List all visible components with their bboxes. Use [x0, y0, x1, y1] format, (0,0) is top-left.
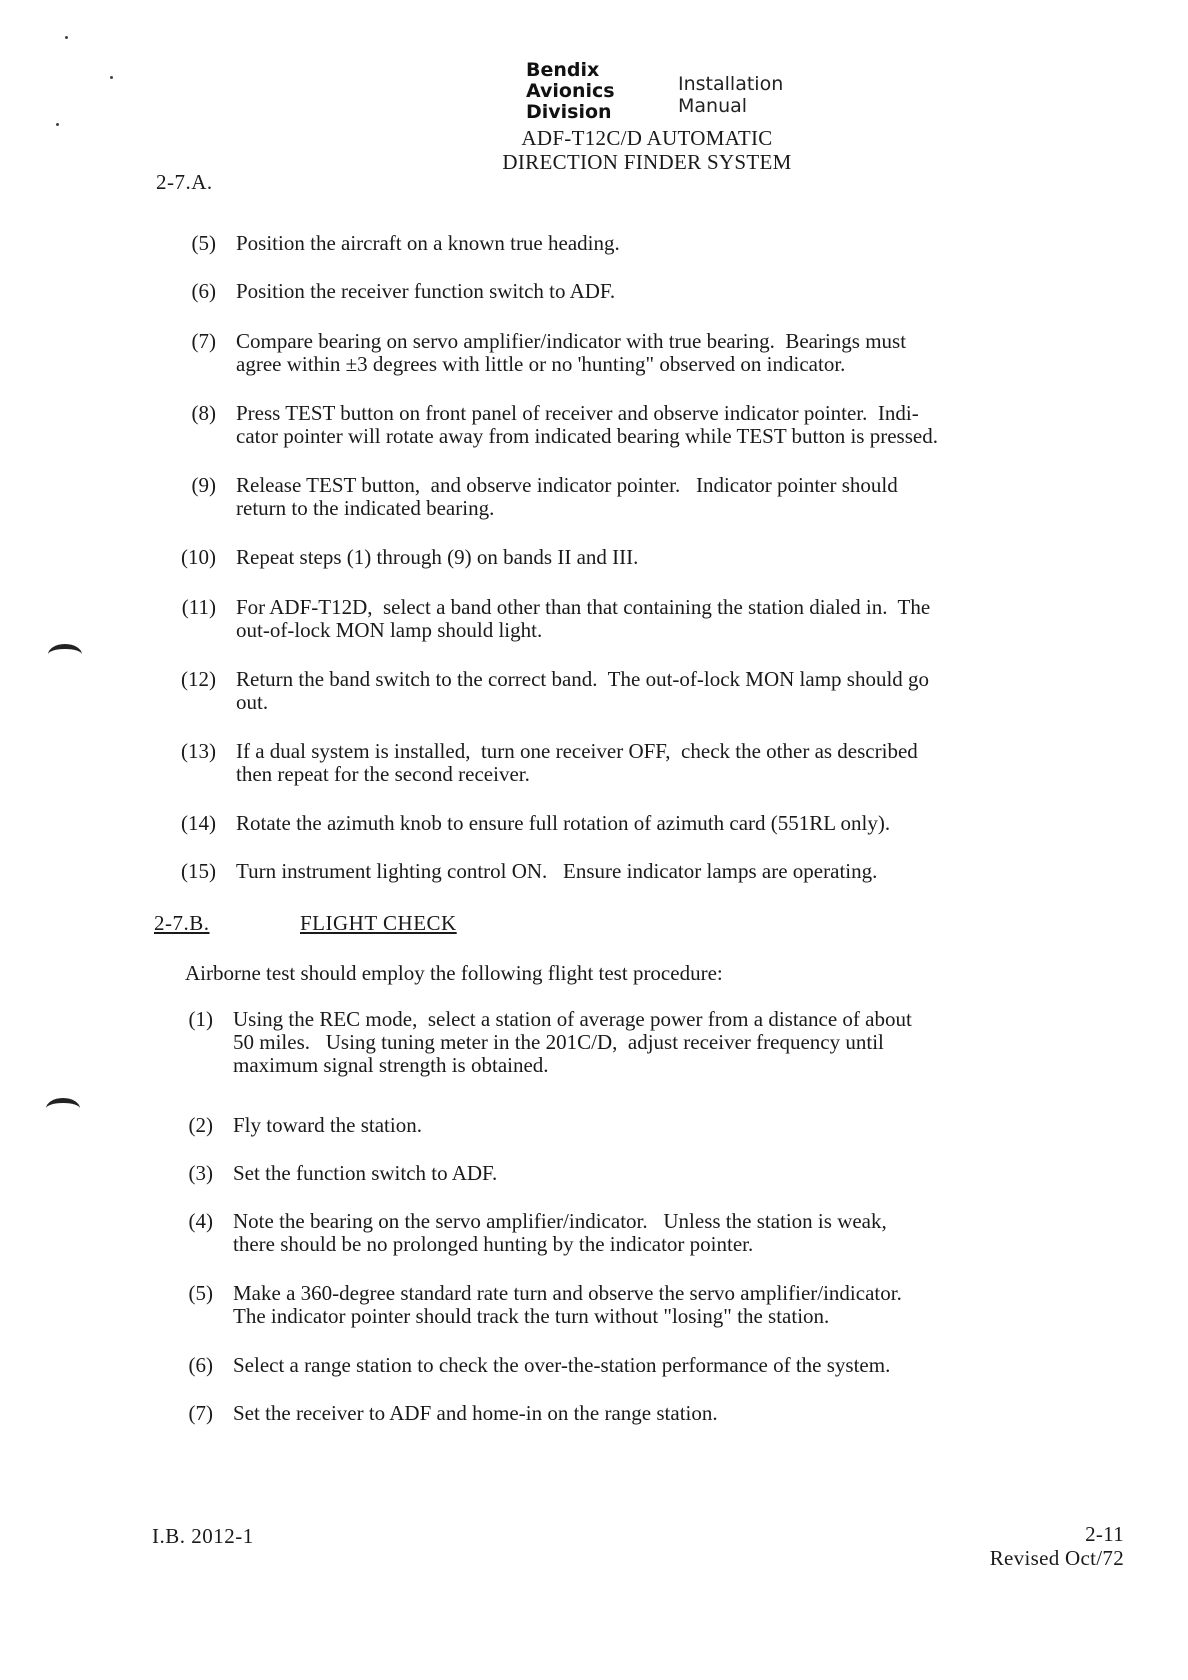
company-logo [526, 60, 615, 123]
binder-hole-mark [46, 1098, 80, 1119]
revision-date: Revised Oct/72 [989, 1546, 1124, 1570]
step-text-line: out. [236, 690, 269, 714]
step-text [236, 402, 1150, 448]
step-text [233, 1008, 1150, 1077]
step-text [236, 812, 1150, 835]
doc-kind-line-1: Installation [678, 73, 784, 95]
step-text-line: Position the receiver function switch to ADF. [236, 279, 616, 303]
step-text [236, 232, 1150, 255]
step-text-line: maximum signal strength is obtained. [233, 1053, 549, 1077]
document-number: I.B. 2012-1 [152, 1524, 254, 1548]
step-text [236, 280, 1150, 303]
scan-speck [65, 36, 68, 39]
step-number: (5) [188, 1281, 213, 1305]
step-text-line: Set the receiver to ADF and home-in on the range station. [233, 1401, 718, 1425]
section-intro: Airborne test should employ the following flight test procedure: [185, 961, 723, 985]
step-text-line: Repeat steps (1) through (9) on bands II and III. [236, 545, 639, 569]
step-text-line: Fly toward the station. [233, 1113, 422, 1137]
step-text-line: Rotate the azimuth knob to ensure full rotation of azimuth card (551RL only). [236, 811, 891, 835]
scan-speck [56, 123, 59, 126]
section-ref-a: 2-7.A. [156, 170, 213, 194]
doc-kind-line-2: Manual [678, 95, 748, 117]
step-text [236, 668, 1150, 714]
step-number: (4) [188, 1209, 213, 1233]
step-number: (7) [191, 329, 216, 353]
step-number: (6) [191, 279, 216, 303]
step-text-line: Release TEST button, and observe indicator pointer. Indicator pointer should [236, 473, 898, 497]
step-number: (5) [191, 231, 216, 255]
binder-hole-mark [48, 644, 82, 665]
step-text-line: Note the bearing on the servo amplifier/indicator. Unless the station is weak, [233, 1209, 887, 1233]
step-text [233, 1114, 1150, 1137]
step-text [236, 860, 1150, 883]
step-number: (2) [188, 1113, 213, 1137]
step-number: (8) [191, 401, 216, 425]
step-text-line: agree within ±3 degrees with little or no 'hunting" observed on indicator. [236, 352, 846, 376]
document-type [678, 73, 783, 117]
document-title [460, 126, 834, 174]
step-text-line: Return the band switch to the correct band. The out-of-lock MON lamp should go [236, 667, 930, 691]
section-ref-b: 2-7.B. [154, 911, 210, 935]
step-text [233, 1162, 1150, 1185]
step-text [236, 546, 1150, 569]
title-line-1: ADF-T12C/D AUTOMATIC [521, 126, 773, 150]
step-number: (1) [188, 1007, 213, 1031]
step-text-line: Set the function switch to ADF. [233, 1161, 498, 1185]
step-text-line: Turn instrument lighting control ON. Ensure indicator lamps are operating. [236, 859, 878, 883]
step-text-line: Compare bearing on servo amplifier/indicator with true bearing. Bearings must [236, 329, 907, 353]
step-text-line: there should be no prolonged hunting by the indicator pointer. [233, 1232, 754, 1256]
step-text-line: Using the REC mode, select a station of average power from a distance of about [233, 1007, 912, 1031]
scan-speck [110, 76, 113, 79]
step-text-line: Press TEST button on front panel of receiver and observe indicator pointer. Indi- [236, 401, 919, 425]
step-number: (10) [181, 545, 216, 569]
section-title-b: FLIGHT CHECK [300, 911, 457, 935]
step-number: (7) [188, 1401, 213, 1425]
step-text-line: return to the indicated bearing. [236, 496, 495, 520]
step-text [236, 330, 1150, 376]
step-text-line: out-of-lock MON lamp should light. [236, 618, 543, 642]
step-number: (12) [181, 667, 216, 691]
step-number: (6) [188, 1353, 213, 1377]
step-number: (3) [188, 1161, 213, 1185]
step-text [236, 474, 1150, 520]
step-text [236, 740, 1150, 786]
step-text [236, 596, 1150, 642]
step-text-line: then repeat for the second receiver. [236, 762, 530, 786]
step-text-line: For ADF-T12D, select a band other than that containing the station dialed in. The [236, 595, 931, 619]
step-number: (15) [181, 859, 216, 883]
page-number: 2-11 [1085, 1522, 1124, 1546]
step-number: (13) [181, 739, 216, 763]
page-footer-right [990, 1522, 1124, 1570]
step-text [233, 1210, 1150, 1256]
title-line-2: DIRECTION FINDER SYSTEM [502, 150, 792, 174]
step-text-line: Select a range station to check the over-the-station performance of the system. [233, 1353, 891, 1377]
step-text [233, 1282, 1150, 1328]
step-text-line: If a dual system is installed, turn one receiver OFF, check the other as described [236, 739, 918, 763]
brand-line-2: Avionics [526, 80, 615, 102]
step-text-line: cator pointer will rotate away from indicated bearing while TEST button is pressed. [236, 424, 938, 448]
step-text-line: Make a 360-degree standard rate turn and observe the servo amplifier/indicator. [233, 1281, 902, 1305]
step-text-line: 50 miles. Using tuning meter in the 201C/D, adjust receiver frequency until [233, 1030, 884, 1054]
step-text-line: Position the aircraft on a known true heading. [236, 231, 620, 255]
brand-line-1: Bendix [526, 59, 600, 81]
brand-line-3: Division [526, 101, 612, 123]
step-number: (14) [181, 811, 216, 835]
step-number: (9) [191, 473, 216, 497]
step-text [233, 1354, 1150, 1377]
step-number: (11) [181, 595, 216, 619]
step-text [233, 1402, 1150, 1425]
step-text-line: The indicator pointer should track the turn without "losing" the station. [233, 1304, 830, 1328]
